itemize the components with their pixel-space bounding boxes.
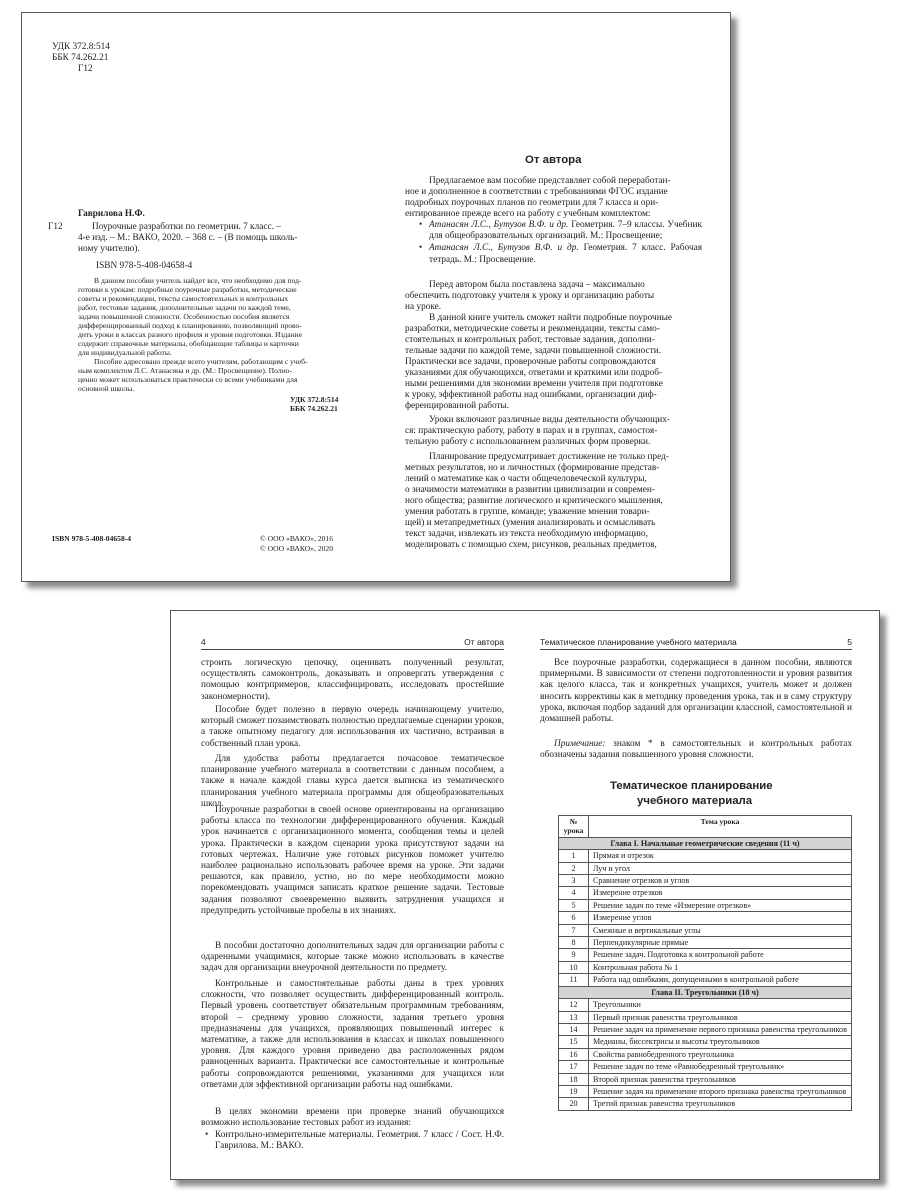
section-title: Тематическое планирование [610, 780, 773, 792]
foreword-line: ференцированной работы. [405, 401, 510, 411]
lesson-number: 5 [559, 899, 589, 911]
foreword-line: ентированное прежде всего на работу с учебным комплектом: [405, 209, 651, 219]
lesson-plan-body [559, 837, 852, 1110]
lesson-topic: Второй признак равенства треугольников [589, 1073, 852, 1085]
lesson-number: 12 [559, 999, 589, 1011]
foreword-line: о значимости математики в развитии цивилизации и современ- [405, 485, 655, 495]
lesson-topic: Решение задач по теме «Измерение отрезков» [589, 899, 852, 911]
foreword-line: к уроку, эффективной работы над ошибками, организации диф- [405, 390, 657, 400]
foreword-line: указаниями для обучающихся, ответами и краткими или подроб- [405, 368, 663, 378]
lesson-topic: Первый признак равенства треугольников [589, 1011, 852, 1023]
table-row [559, 1023, 852, 1035]
foreword-line: метных результатов, но и личностных (формирование представ- [405, 463, 660, 473]
lesson-number: 11 [559, 974, 589, 986]
body-paragraph: строить логическую цепочку, оценивать полученный результат, осуществлять самоконтроль, доказывать и опровергать утверждения с помощью контрпримеров, классифицировать, исследовать простейшие закономерности). [201, 658, 504, 702]
table-row [559, 1098, 852, 1110]
body-paragraph: Для удобства работы предлагается почасовое тематическое планирование учебного материала в соответствии с данным пособием, а также в начале каждой главы курса дается выписка из тематического планирования учебного материала программы для общеобразовательных школ. [201, 754, 504, 809]
foreword-line: ными решениями для экономии времени учителя при подготовке [405, 379, 663, 389]
lesson-topic: Третий признак равенства треугольников [589, 1098, 852, 1110]
annotation-line: для индивидуальной работы. [78, 348, 172, 357]
lesson-topic: Решение задач по теме «Равнобедренный треугольник» [589, 1061, 852, 1073]
foreword-line: стоятельных и контрольных работ, тестовые задания, дополни- [405, 335, 655, 345]
lesson-topic: Измерение отрезков [589, 887, 852, 899]
lesson-number: 19 [559, 1085, 589, 1097]
running-head-title: Тематическое планирование учебного материала [540, 637, 737, 647]
foreword-line: тельную работу с использованием различных форм проверки. [405, 437, 651, 447]
foreword-line: Планирование предусматривает достижение не только пред- [429, 452, 669, 462]
page-5 [526, 611, 880, 1179]
lesson-topic-header: Тема урока [589, 816, 852, 838]
lesson-topic: Решение задач на применение второго признака равенства треугольников [589, 1085, 852, 1097]
body-paragraph: В целях экономии времени при проверке знаний обучающихся возможно использование тестовых работ из издания: [201, 1107, 504, 1129]
bib-line: ному учителю). [78, 244, 140, 254]
top-spread [21, 12, 731, 582]
table-row [559, 961, 852, 973]
author-foreword-page [377, 13, 731, 581]
foreword-line: текст задачи, извлекать из текста необходимую информацию, [405, 529, 648, 539]
body-paragraph: Все поурочные разработки, содержащиеся в данном пособии, являются примерными. В зависимости от степени подготовленности и уровня развития как целого класса, так и конкретных учащихся, учитель может и должен вносить коррективы как в методику проведения урока, так и в саму структуру урока, включая подбор заданий для организации классной, самостоятельной и домашней работы. [540, 658, 852, 725]
author-sign: Г12 [78, 64, 93, 74]
table-row [559, 1061, 852, 1073]
foreword-heading: От автора [525, 154, 582, 166]
lesson-plan-table [558, 815, 852, 1111]
table-row [559, 937, 852, 949]
lesson-topic: Решение задач на применение первого признака равенства треугольников [589, 1023, 852, 1035]
lesson-number: 4 [559, 887, 589, 899]
running-head [540, 637, 852, 650]
lesson-number: 7 [559, 924, 589, 936]
table-row [559, 1011, 852, 1023]
table-header-row [559, 816, 852, 838]
lesson-topic: Контрольная работа № 1 [589, 961, 852, 973]
page-number: 4 [201, 637, 206, 647]
author-name: Гаврилова Н.Ф. [78, 209, 145, 219]
lesson-number: 17 [559, 1061, 589, 1073]
lesson-topic: Работа над ошибками, допущенными в контрольной работе [589, 974, 852, 986]
lesson-topic: Свойства равнобедренного треугольника [589, 1048, 852, 1060]
annotation-line: В данном пособии учитель найдет все, что необходимо для под- [94, 276, 302, 285]
textbook-list [415, 220, 702, 266]
lesson-topic: Прямая и отрезок [589, 850, 852, 862]
table-row [559, 875, 852, 887]
page-4 [171, 611, 526, 1179]
note-paragraph [540, 739, 852, 761]
bbk-bottom: ББК 74.262.21 [290, 404, 338, 413]
lesson-topic: Треугольники [589, 999, 852, 1011]
annotation-line: Пособие адресовано прежде всего учителям, работающим с учеб- [94, 357, 308, 366]
bottom-spread [170, 610, 880, 1180]
lesson-number: 13 [559, 1011, 589, 1023]
udk-code: УДК 372.8:514 [52, 42, 110, 52]
textbook-item: • Атанасян Л.С., Бутузов В.Ф. и др. Геометрия. 7 класс. Рабочая тетрадь. М.: Просвещение. [415, 243, 702, 265]
annotation-line: советы и рекомендации, тексты самостоятельных и контрольных [78, 294, 289, 303]
running-head-title: От автора [464, 637, 504, 647]
test-source-list [201, 1130, 504, 1152]
lesson-number: 15 [559, 1036, 589, 1048]
table-row [559, 949, 852, 961]
lesson-number: 9 [559, 949, 589, 961]
chapter-title: Глава I. Начальные геометрические сведения (11 ч) [559, 837, 852, 849]
table-row [559, 1085, 852, 1097]
foreword-line: умения работать в группе, команде; уважение мнения товари- [405, 507, 650, 517]
foreword-line: подробных поурочных планов по геометрии для 7 класса и ори- [405, 198, 659, 208]
annotation-line: содержит справочные материалы, обобщающие таблицы и карточки [78, 339, 299, 348]
isbn: ISBN 978-5-408-04658-4 [96, 261, 193, 271]
lesson-topic: Сравнение отрезков и углов [589, 875, 852, 887]
imprint-page [22, 13, 377, 581]
annotation-line: дить уроки в классах разного профиля и уровня подготовки. Издание [78, 330, 303, 339]
lesson-number-header: № урока [559, 816, 589, 838]
table-row [559, 850, 852, 862]
foreword-line: ное и дополненное в соответствии с требованиями ФГОС издание [405, 187, 668, 197]
test-source-item: • Контрольно-измерительные материалы. Геометрия. 7 класс / Сост. Н.Ф. Гаврилова. М.: ВАКО. [201, 1130, 504, 1152]
table-row [559, 1048, 852, 1060]
lesson-number: 16 [559, 1048, 589, 1060]
index-code: Г12 [48, 222, 63, 232]
table-row [559, 1036, 852, 1048]
copyright-line: © ООО «ВАКО», 2016 [260, 534, 334, 543]
table-row [559, 899, 852, 911]
foreword-line: разработки, методические советы и рекомендации, тексты само- [405, 324, 660, 334]
lesson-number: 3 [559, 875, 589, 887]
body-paragraph: В пособии достаточно дополнительных задач для организации работы с одаренными учащимися, которые также можно использовать в качестве задач для организации внеурочной деятельности по предмету. [201, 941, 504, 974]
table-row [559, 999, 852, 1011]
table-row [559, 924, 852, 936]
foreword-line: ного общества; развитие логического и критического мышления, [405, 496, 663, 506]
note-text: знаком * в самостоятельных и контрольных работах обозначены задания повышенного уровня сложности. [540, 739, 852, 761]
bib-line: 4-е изд. – М.: ВАКО, 2020. – 368 с. – (В помощь школь- [78, 233, 298, 243]
foreword-line: В данной книге учитель сможет найти подробные поурочные [429, 313, 673, 323]
textbook-item: • Атанасян Л.С., Бутузов В.Ф. и др. Геометрия. 7–9 классы. Учебник для общеобразовательных организаций. М.: Просвещение; [415, 220, 702, 242]
chapter-title: Глава II. Треугольники (18 ч) [559, 986, 852, 998]
foreword-line: моделировать с помощью схем, рисунков, реальных предметов, [405, 540, 657, 550]
annotation-line: ным комплектом Л.С. Атанасяна и др. (М.: Просвещение). Полно- [78, 366, 293, 375]
lesson-number: 18 [559, 1073, 589, 1085]
note-label: Примечание: [554, 739, 606, 749]
lesson-topic: Измерение углов [589, 912, 852, 924]
lesson-topic: Перпендикулярные прямые [589, 937, 852, 949]
lesson-number: 2 [559, 862, 589, 874]
table-row [559, 974, 852, 986]
foreword-line: щей) и метапредметных (умения анализировать и осмысливать [405, 518, 656, 528]
bib-line: Поурочные разработки по геометрии. 7 класс. – [92, 222, 281, 232]
annotation-line: готовки к урокам: подробные поурочные разработки, методические [78, 285, 297, 294]
table-row [559, 862, 852, 874]
table-row [559, 1073, 852, 1085]
body-paragraph: Контрольные и самостоятельные работы даны в трех уровнях сложности, что позволяет осуществить дифференцированный контроль. Первый уровень соответствует обязательным программным требованиям, второй – среднему уровню сложности, задания третьего уровня предназначены для учащихся, проявляющих повышенный интерес к математике, а также для использования в классах и школах повышенного уровня. Для каждого уровня приведено два расположенных рядом равноценных варианта. Практически все самостоятельные и контрольные работы сопровождаются решениями, указаниями для учащихся или ответами для эффективной организации работы над ошибками. [201, 979, 504, 1090]
foreword-line: тельные задачи по каждой теме, задачи повышенной сложности. [405, 346, 662, 356]
lesson-number: 8 [559, 937, 589, 949]
table-row [559, 887, 852, 899]
table-row [559, 912, 852, 924]
lesson-topic: Медианы, биссектрисы и высоты треугольников [589, 1036, 852, 1048]
body-paragraph: Пособие будет полезно в первую очередь начинающему учителю, который сможет позаимствовать полностью предлагаемые сценарии уроков, а также опытному педагогу для использования их частично, встраивая в собственный план урока. [201, 705, 504, 749]
annotation-line: дифференцированный подход к планированию, позволяющий прово- [78, 321, 302, 330]
chapter-row [559, 837, 852, 849]
lesson-number: 10 [559, 961, 589, 973]
foreword-line: Перед автором была поставлена задача – максимально [429, 280, 645, 290]
lesson-topic: Решение задач. Подготовка к контрольной работе [589, 949, 852, 961]
lesson-topic: Смежные и вертикальные углы [589, 924, 852, 936]
lesson-number: 14 [559, 1023, 589, 1035]
foreword-line: Практически все задачи, проверочные работы сопровождаются [405, 357, 656, 367]
foreword-line: Предлагаемое вам пособие представляет собой переработан- [429, 176, 671, 186]
foreword-line: ся: практическую работу, работу в парах и в группах, самостоя- [405, 426, 658, 436]
running-head [201, 637, 504, 650]
bbk-code: ББК 74.262.21 [52, 53, 109, 63]
page-number: 5 [847, 637, 852, 647]
annotation-line: ценно может использоваться практически со всеми учебниками для [78, 375, 298, 384]
annotation-line: основной школы. [78, 384, 135, 393]
body-paragraph: Поурочные разработки в своей основе ориентированы на организацию работы класса по технологии дифференцированного обучения. Каждый урок начинается с организационного момента, сообщения темы и целей урока. Практически в каждом сценарии урока присутствуют задачи на готовых чертежах. Наличие уже готовых рисунков поможет учителю наиболее рационально использовать рабочее время на уроке. Эти задачи решаются, как правило, устно, но по мере необходимости можно порекомендовать учащимся записать краткое решение задачи. Тестовые задания позволяют своевременно выявить затруднения учащихся и предупредить устойчивые пробелы в их знаниях. [201, 805, 504, 916]
lesson-number: 20 [559, 1098, 589, 1110]
annotation-line: работ, тестовые задания, дополнительные задачи по каждой теме, [78, 303, 291, 312]
foreword-line: на уроке. [405, 302, 442, 312]
foreword-line: Уроки включают различные виды деятельности обучающих- [429, 415, 670, 425]
foreword-line: обеспечить подготовку учителя к уроку и организацию работы [405, 291, 655, 301]
foreword-line: лений о математике как о части общечеловеческой культуры, [405, 474, 647, 484]
chapter-row [559, 986, 852, 998]
lesson-number: 6 [559, 912, 589, 924]
lesson-number: 1 [559, 850, 589, 862]
footer-isbn: ISBN 978-5-408-04658-4 [52, 534, 132, 543]
udk-bottom: УДК 372.8:514 [290, 395, 339, 404]
lesson-topic: Луч и угол [589, 862, 852, 874]
section-title: учебного материала [637, 795, 753, 807]
copyright-line: © ООО «ВАКО», 2020 [260, 544, 334, 553]
annotation-line: задачи повышенной сложности. Особенностью пособия является [78, 312, 290, 321]
